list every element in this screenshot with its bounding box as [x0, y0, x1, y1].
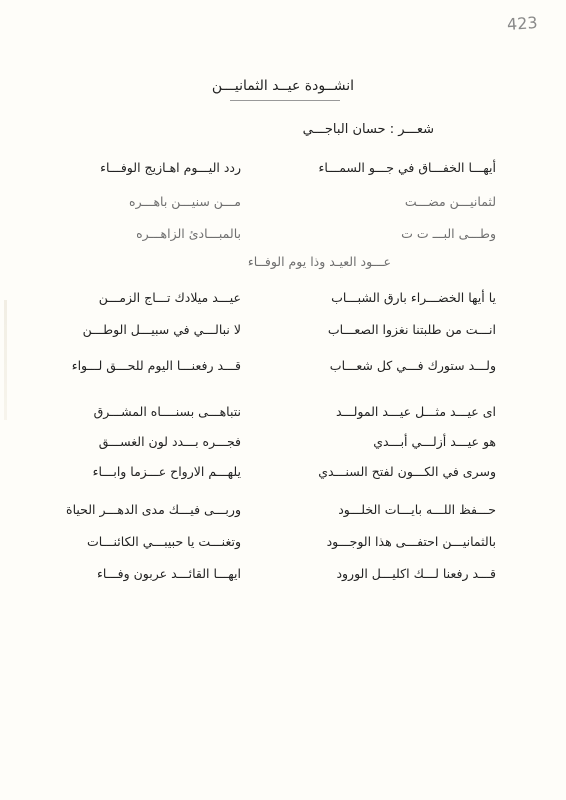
verse-right: اى عيـــد مثـــل عيـــد المولـــد — [336, 404, 496, 419]
verse-left: عيـــد ميلادك تـــاج الزمـــن — [98, 290, 241, 305]
chorus-line: عـــود العيـد وذا يوم الوفــاء — [247, 254, 391, 269]
verse-left: فجـــره بـــدد لون الغســـق — [98, 434, 241, 449]
verse-left: ردد اليـــوم اهـازيج الوفـــاء — [100, 160, 241, 175]
verse-left: قـــد رفعنـــا اليوم للحـــق لـــواء — [71, 358, 241, 373]
verse-left: وربـــى فيـــك مدى الدهـــر الحياة — [66, 502, 241, 517]
verse-right: انـــت من طلبتنا نغزوا الصعـــاب — [327, 322, 496, 337]
verse-right: قـــد رفعنا لـــك اكليـــل الورود — [336, 566, 496, 581]
verse-right: وطـــى البـــ ت ت — [401, 226, 496, 241]
verse-left: نتباهـــى بسنــــاه المشـــرق — [93, 404, 241, 419]
verse-left: بالمبـــادئ الزاهـــره — [136, 226, 241, 241]
title-underline — [230, 100, 340, 101]
verse-right: يا أيها الخضـــراء بارق الشبـــاب — [331, 290, 496, 305]
poem-title: انشــودة عيــد الثمانيـــن — [211, 78, 355, 94]
verse-left: مـــن سنيـــن باهـــره — [129, 194, 241, 209]
verse-left: وتغنـــت يا حبيبـــي الكائنـــات — [86, 534, 241, 549]
verse-left: يلهـــم الارواح عـــزما وابـــاء — [92, 464, 241, 479]
verse-right: حـــفظ اللـــه بايـــات الخلـــود — [338, 502, 496, 517]
verse-right: هو عيـــد أزلـــي أبـــدي — [373, 434, 496, 449]
poet-credit: شعـــر : حسان الباجـــي — [302, 122, 434, 137]
verse-left: ايهـــا القائـــد عربون وفـــاء — [96, 566, 241, 581]
verse-right: وسرى في الكـــون لفتح السنـــدي — [318, 464, 496, 479]
verse-right: أيهـــا الخفـــاق في جـــو السمـــاء — [318, 160, 496, 175]
page-number: 423 — [506, 12, 539, 35]
verse-right: بالثمانيـــن احتفـــى هذا الوجـــود — [326, 534, 496, 549]
verse-left: لا نبالـــي في سبيـــل الوطـــن — [82, 322, 241, 337]
verse-right: لثمانيـــن مضـــت — [404, 194, 496, 209]
paper-stain — [4, 300, 7, 420]
verse-right: ولـــد ستورك فـــي كل شعـــاب — [329, 358, 496, 373]
